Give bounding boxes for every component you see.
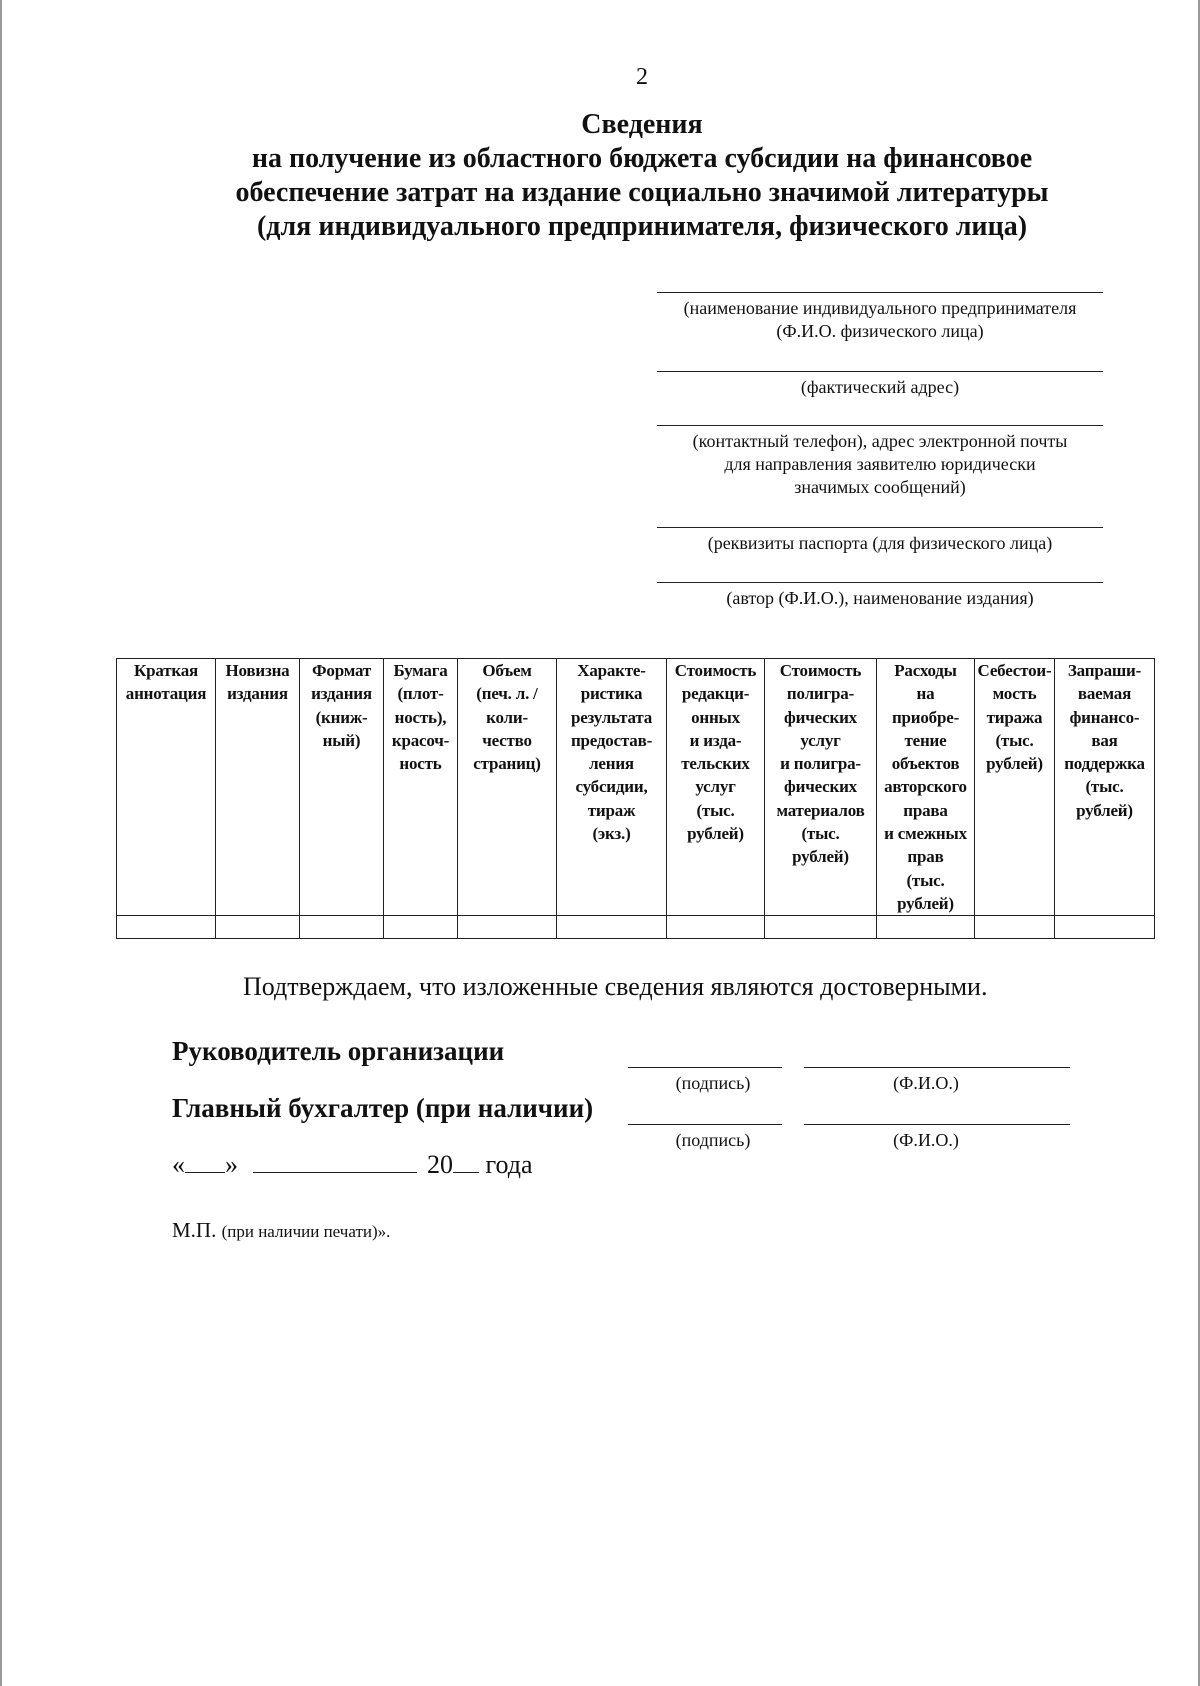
column-header-line: Объем (482, 661, 532, 680)
column-header-line: (тыс. (995, 730, 1034, 750)
column-header-line: чество (482, 730, 532, 750)
column-header-line: ный) (322, 730, 361, 750)
column-header-line: красоч- (391, 730, 450, 750)
field-entrepreneur-name[interactable] (657, 292, 1103, 343)
column-header-line: Расходы (894, 661, 957, 680)
column-header-line: тираж (587, 800, 636, 820)
applicant-fields (657, 292, 1103, 610)
table-cell[interactable] (1055, 916, 1155, 939)
column-header-line: прав (907, 847, 944, 867)
table-cell[interactable] (458, 916, 557, 939)
document-title (0, 108, 1200, 244)
column-header-line: тение (904, 730, 947, 750)
column-header-line: фических (784, 777, 857, 797)
column-header-line: (тыс. (906, 870, 945, 890)
table-cell[interactable] (384, 916, 458, 939)
column-header-line: (тыс. (696, 800, 735, 820)
column-header (667, 659, 765, 916)
field-passport-details[interactable] (657, 527, 1103, 555)
title-line-2: на получение из областного бюджета субсидии на финансовое (251, 143, 1033, 174)
column-header (765, 659, 877, 916)
column-header (384, 659, 458, 916)
column-header-line: вая (1091, 730, 1118, 750)
column-header (975, 659, 1055, 916)
column-header-line: авторского (884, 777, 967, 797)
title-line-3: обеспечение затрат на издание социально значимой литературы (235, 177, 1049, 208)
name-caption: (Ф.И.О.) (893, 1130, 959, 1150)
column-header-line: приобре- (891, 707, 960, 727)
column-header-line: страниц) (473, 754, 541, 774)
column-header-line: права (903, 800, 948, 820)
column-header-line: Себестои- (977, 661, 1052, 680)
table-cell[interactable] (667, 916, 765, 939)
column-header-line: рублей) (897, 893, 954, 913)
column-header-line: ристика (580, 684, 643, 704)
column-header-line: Характе- (577, 661, 646, 680)
column-header-line: (экз.) (592, 824, 631, 844)
column-header-line: Формат (312, 661, 371, 680)
accountant-name-line[interactable] (804, 1124, 1070, 1125)
column-header-line: тиража (986, 707, 1043, 727)
column-header-line: Бумага (393, 661, 448, 680)
title-line-1: Сведения (581, 109, 703, 140)
column-header-line: результата (570, 707, 653, 727)
column-header-line: издания (311, 684, 372, 704)
column-header (458, 659, 557, 916)
column-header (557, 659, 667, 916)
accountant-signature-line[interactable] (628, 1124, 782, 1125)
column-header-line: рублей) (986, 754, 1043, 774)
table-cell[interactable] (117, 916, 216, 939)
column-header-line: материалов (776, 800, 865, 820)
table-cell[interactable] (300, 916, 384, 939)
table-cell[interactable] (877, 916, 975, 939)
year-blank[interactable] (453, 1150, 479, 1173)
column-header-line: издания (227, 684, 288, 704)
column-header (1055, 659, 1155, 916)
column-header-line: мость (992, 684, 1037, 704)
column-header-line: ваемая (1077, 684, 1132, 704)
column-header-line: аннотация (125, 684, 207, 704)
column-header-line: услуг (800, 730, 841, 750)
date-line (172, 1150, 533, 1180)
column-header-line: поддержка (1064, 754, 1145, 774)
column-header-line: и изда- (689, 730, 742, 750)
column-header-line: Стоимость (674, 661, 757, 680)
column-header-line: ления (589, 754, 634, 774)
field-contact-phone-email[interactable] (657, 425, 1103, 499)
column-header-line: коли- (486, 707, 528, 727)
seal-label: М.П. (172, 1218, 217, 1242)
column-header-line: Новизна (225, 661, 290, 680)
table-cell[interactable] (557, 916, 667, 939)
column-header-line: субсидии, (575, 777, 648, 797)
close-quote: » (225, 1150, 238, 1179)
table-body (117, 916, 1155, 939)
column-header-line: Запраши- (1067, 661, 1142, 680)
table-row (117, 916, 1155, 939)
column-header-line: рублей) (1076, 800, 1133, 820)
table-cell[interactable] (975, 916, 1055, 939)
year-suffix: года (485, 1150, 533, 1179)
column-header-line: редакци- (681, 684, 750, 704)
open-quote: « (172, 1150, 185, 1179)
column-header-line: тельских (681, 754, 750, 774)
scan-edge-left (0, 0, 2, 1686)
field-caption: значимых сообщений) (794, 477, 966, 497)
field-actual-address[interactable] (657, 371, 1103, 399)
column-header-line: (тыс. (1085, 777, 1124, 797)
signature-caption: (подпись) (675, 1130, 751, 1150)
expenses-table (116, 658, 1155, 939)
column-header-line: финансо- (1069, 707, 1140, 727)
field-caption: (контактный телефон), адрес электронной почты (692, 431, 1068, 451)
column-header-line: и полигра- (780, 754, 861, 774)
confirmation-statement: Подтверждаем, что изложенные сведения являются достоверными. (243, 972, 988, 1001)
column-header-line: и смежных (884, 824, 967, 844)
column-header-line: Краткая (133, 661, 199, 680)
field-caption: (Ф.И.О. физического лица) (776, 321, 984, 341)
column-header-line: ность), (394, 707, 447, 727)
name-caption: (Ф.И.О.) (893, 1073, 959, 1093)
column-header (216, 659, 300, 916)
table-cell[interactable] (765, 916, 877, 939)
column-header-line: (тыс. (801, 824, 840, 844)
seal-note: (при наличии печати)». (221, 1222, 391, 1241)
column-header (300, 659, 384, 916)
column-header-line: предостав- (570, 730, 653, 750)
month-blank[interactable] (253, 1150, 417, 1173)
column-header-line: Стоимость (779, 661, 862, 680)
year-prefix: 20 (427, 1150, 453, 1179)
head-name-line[interactable] (804, 1067, 1070, 1068)
table-cell[interactable] (216, 916, 300, 939)
column-header-line: полигра- (786, 684, 855, 704)
field-caption: (реквизиты паспорта (для физического лица) (707, 533, 1053, 553)
column-header-line: (книж- (315, 707, 368, 727)
column-header-line: на (916, 684, 935, 704)
column-header-line: ность (399, 754, 442, 774)
column-header-line: услуг (695, 777, 736, 797)
signature-caption: (подпись) (675, 1073, 751, 1093)
column-header-line: (печ. л. / (476, 684, 538, 704)
column-header-line: (плот- (397, 684, 444, 704)
field-caption: (фактический адрес) (800, 377, 960, 397)
column-header-line: объектов (891, 754, 960, 774)
field-caption: (наименование индивидуального предпринимателя (683, 298, 1077, 318)
head-signature-line[interactable] (628, 1067, 782, 1068)
column-header-line: онных (691, 707, 740, 727)
field-caption: для направления заявителю юридически (724, 454, 1036, 474)
field-author-publication[interactable] (657, 582, 1103, 610)
column-header-line: рублей) (792, 847, 849, 867)
column-header (117, 659, 216, 916)
chief-accountant-label: Главный бухгалтер (при наличии) (172, 1093, 594, 1123)
column-header (877, 659, 975, 916)
table-header-row (117, 659, 1155, 916)
seal-place (172, 1218, 390, 1243)
head-of-organization-label: Руководитель организации (172, 1036, 505, 1066)
field-caption: (автор (Ф.И.О.), наименование издания) (726, 588, 1034, 608)
column-header-line: фических (784, 707, 857, 727)
page-number: 2 (636, 64, 648, 90)
column-header-line: рублей) (687, 824, 744, 844)
title-line-4: (для индивидуального предпринимателя, физического лица) (256, 211, 1028, 242)
day-blank[interactable] (185, 1150, 225, 1173)
